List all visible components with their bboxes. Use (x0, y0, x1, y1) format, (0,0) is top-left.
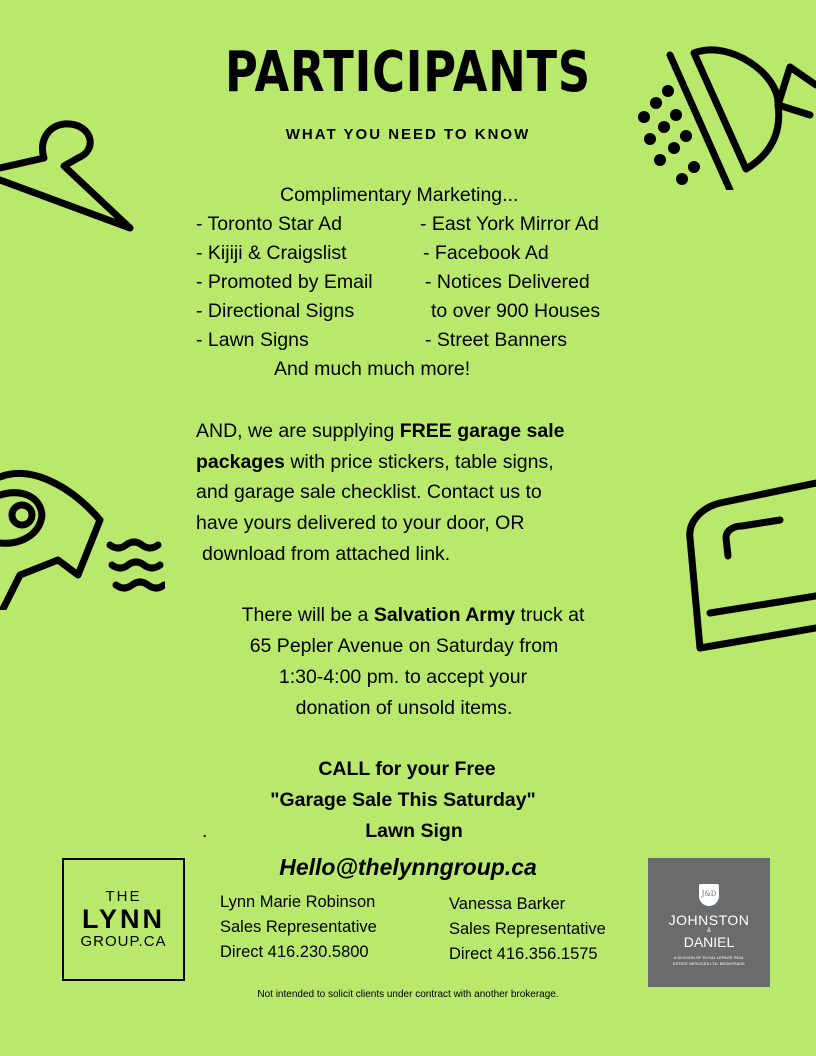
marketing-item: - Notices Delivered (425, 271, 590, 293)
logo-text: & (706, 928, 711, 934)
packages-line: have yours delivered to your door, OR (196, 512, 525, 534)
salvation-line: donation of unsold items. (295, 697, 513, 719)
contact-name: Lynn Marie Robinson (220, 893, 376, 911)
subtitle: WHAT YOU NEED TO KNOW (285, 126, 531, 143)
marketing-heading: Complimentary Marketing... (280, 184, 519, 206)
page-title: PARTICIPANTS (225, 40, 591, 105)
logo-tagline: A DIVISION OF ROYAL LEPAGE REAL ESTATE SERVICES LTD. BROKERAGE (672, 955, 746, 966)
salvation-line: There will be a Salvation Army truck at (241, 604, 585, 626)
download-link-text: download from attached link. (202, 543, 451, 565)
lynn-group-logo (62, 858, 185, 981)
contact-lynn (220, 890, 377, 965)
call-line: "Garage Sale This Saturday" (270, 789, 536, 811)
logo-text: THE (105, 888, 142, 905)
contact-vanessa (449, 892, 606, 967)
packages-line: and garage sale checklist. Contact us to (196, 481, 542, 503)
contact-name: Vanessa Barker (449, 895, 566, 913)
salvation-line: 65 Pepler Avenue on Saturday from (249, 635, 559, 657)
call-line: Lawn Sign (365, 820, 463, 842)
dot: . (202, 820, 208, 842)
crest-icon: J&D (699, 884, 719, 906)
contact-role: Sales Representative (449, 920, 606, 938)
salvation-line: 1:30-4:00 pm. to accept your (278, 666, 528, 688)
contact-phone: Direct 416.230.5800 (220, 943, 369, 961)
marketing-item: - Toronto Star Ad (196, 213, 342, 235)
packages-line: packages with price stickers, table signs, (196, 451, 554, 473)
logo-text: GROUP.CA (80, 933, 167, 950)
contact-role: Sales Representative (220, 918, 377, 936)
logo-text: JOHNSTON (668, 912, 750, 928)
johnston-daniel-logo (648, 858, 770, 987)
marketing-item: - East York Mirror Ad (420, 213, 599, 235)
logo-text: LYNN (81, 904, 166, 934)
marketing-item: - Promoted by Email (196, 271, 373, 293)
marketing-item: - Kijiji & Craigslist (196, 242, 347, 264)
hair-dryer-icon (0, 465, 165, 610)
disclaimer: Not intended to solicit clients under contract with another brokerage. (257, 989, 559, 1000)
email-link[interactable]: Hello@thelynngroup.ca (279, 854, 537, 880)
packages-line: AND, we are supplying FREE garage sale (196, 420, 565, 442)
call-line: CALL for your Free (318, 758, 496, 780)
marketing-item: - Directional Signs (196, 300, 355, 322)
marketing-item: to over 900 Houses (431, 300, 601, 322)
marketing-item: - Street Banners (425, 329, 567, 351)
contact-phone: Direct 416.356.1575 (449, 945, 598, 963)
marketing-footer: And much much more! (274, 358, 471, 380)
marketing-item: - Lawn Signs (196, 329, 309, 351)
marketing-item: - Facebook Ad (423, 242, 549, 264)
logo-text: DANIEL (683, 934, 735, 950)
